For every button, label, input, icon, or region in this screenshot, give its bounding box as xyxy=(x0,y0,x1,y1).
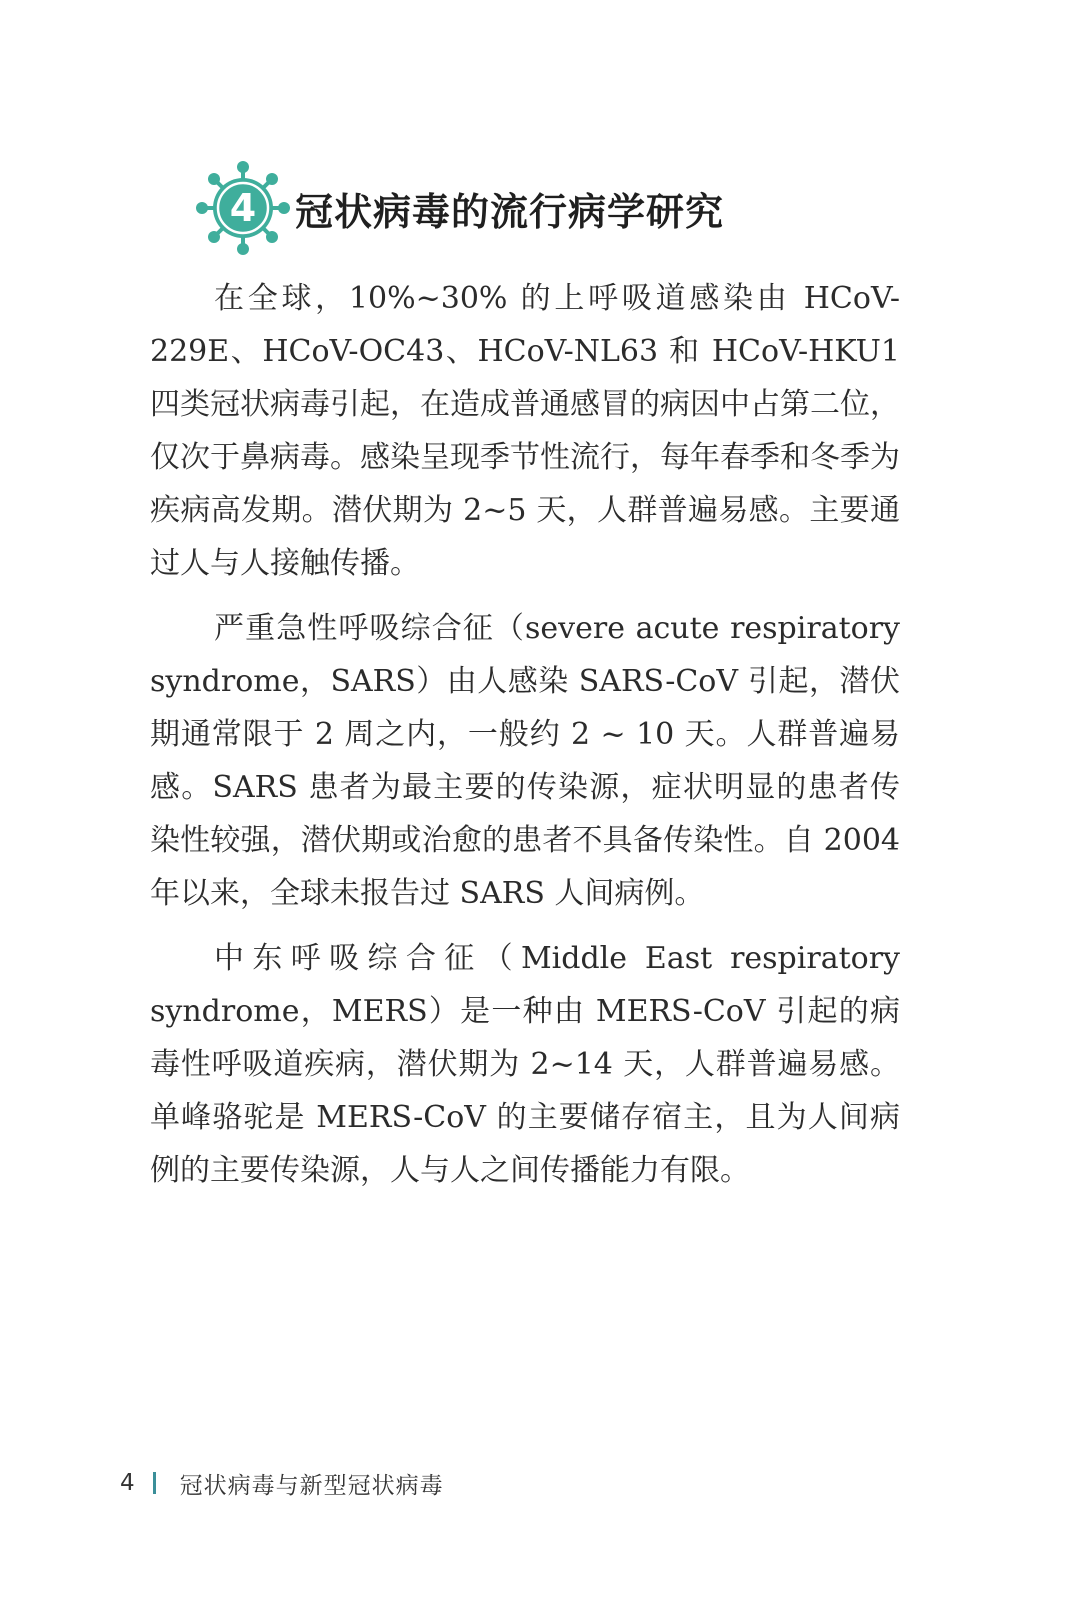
paragraph-mers: 中东呼吸综合征（Middle East respiratory syndrome，MERS）是一种由 MERS-CoV 引起的病毒性呼吸道疾病，潜伏期为 2~14 天，人群普遍易感。单峰骆驼是 MERS-CoV 的主要储存宿主，且为人间病例的主要传染源，人与人之间传播能力有限。 xyxy=(150,941,900,1188)
section-title: 冠状病毒的流行病学研究 xyxy=(295,189,725,234)
footer-divider xyxy=(153,1472,156,1494)
page-footer xyxy=(120,1463,444,1503)
book-title: 冠状病毒与新型冠状病毒 xyxy=(179,1472,444,1499)
body-text xyxy=(150,272,900,1209)
section-heading xyxy=(195,160,724,256)
section-number: 4 xyxy=(229,186,257,230)
paragraph-hcov: 在全球，10%~30% 的上呼吸道感染由 HCoV-229E、HCoV-OC43、HCoV-NL63 和 HCoV-HKU1 四类冠状病毒引起，在造成普通感冒的病因中占第二位，仅次于鼻病毒。感染呈现季节性流行，每年春季和冬季为疾病高发期。潜伏期为 2~5 天，人群普遍易感。主要通过人与人接触传播。 xyxy=(150,281,900,581)
virus-badge-icon xyxy=(195,160,291,256)
page-number: 4 xyxy=(120,1470,135,1496)
paragraph-sars: 严重急性呼吸综合征（severe acute respiratory syndrome，SARS）由人感染 SARS-CoV 引起，潜伏期通常限于 2 周之内，一般约 2 ~ 10 天。人群普遍易感。SARS 患者为最主要的传染源，症状明显的患者传染性较强，潜伏期或治愈的患者不具备传染性。自 2004 年以来，全球未报告过 SARS 人间病例。 xyxy=(150,611,900,911)
